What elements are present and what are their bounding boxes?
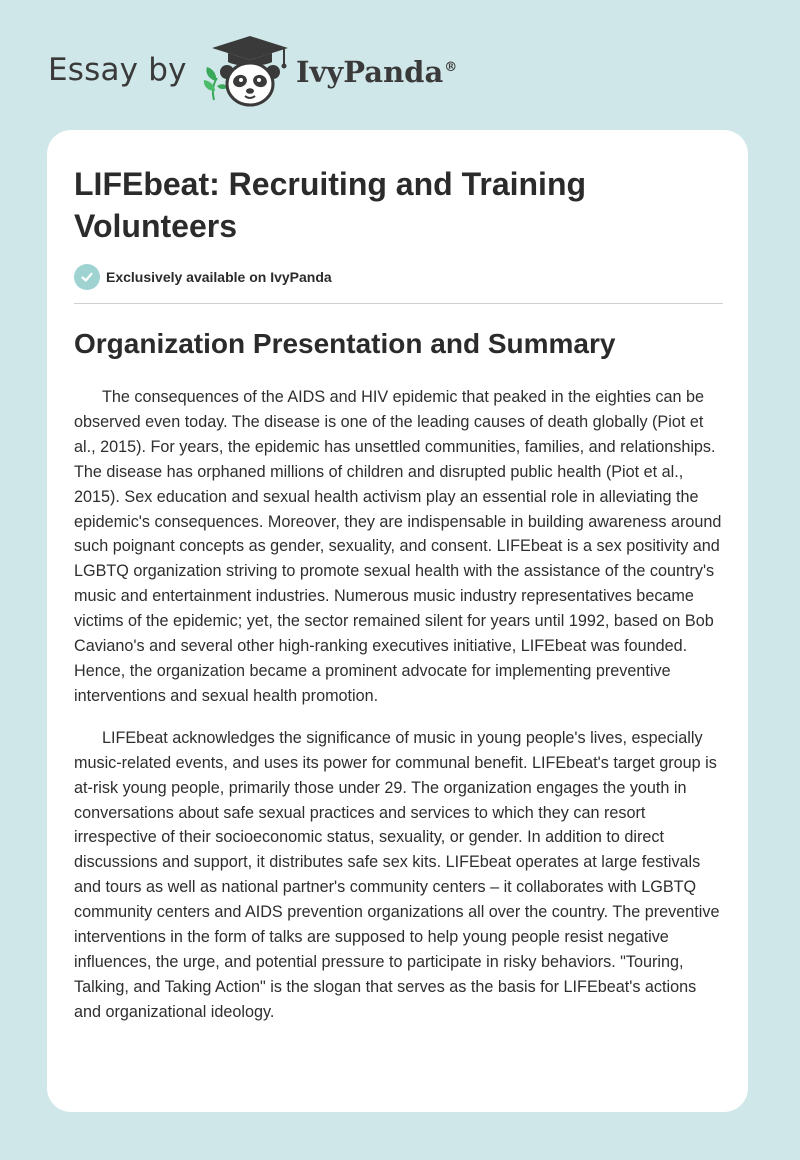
exclusive-badge: [74, 264, 332, 290]
article-body: [74, 385, 725, 1042]
badge-label: Exclusively available on IvyPanda: [106, 269, 332, 285]
section-heading: Organization Presentation and Summary: [74, 328, 616, 359]
panda-graduate-icon[interactable]: [200, 34, 292, 108]
article-card: [47, 130, 748, 1112]
brand-name[interactable]: [296, 54, 457, 90]
page-title: LIFEbeat: Recruiting and Training Volunteers: [74, 166, 587, 244]
brand-text: IvyPanda: [296, 55, 444, 89]
paragraph: LIFEbeat acknowledges the significance of music in young people's lives, especially music-related events, and uses its power for communal benefit. LIFEbeat's target group is at-risk young people, primarily those under 29. The organization engages the youth in conversations about safe sexual practices and services to which they can resort irrespective of their socioeconomic status, sexuality, or gender. In addition to direct discussions and support, it distributes safe sex kits. LIFEbeat operates at large festivals and tours as well as national partner's community centers – it collaborates with LGBTQ community centers and AIDS prevention organizations all over the country. The preventive interventions in the form of talks are supposed to help young people resist negative influences, the urge, and potential pressure to participate in risky behaviors. "Touring, Talking, and Taking Action" is the slogan that serves as the basis for LIFEbeat's actions and organizational ideology.: [74, 728, 720, 1021]
essay-by-label: Essay by: [48, 52, 187, 88]
check-circle-icon: [74, 264, 100, 290]
paragraph: The consequences of the AIDS and HIV epidemic that peaked in the eighties can be observed even today. The disease is one of the leading causes of death globally (Piot et al., 2015). For years, the epidemic has unsettled communities, families, and relationships. The disease has orphaned millions of children and disrupted public health (Piot et al., 2015). Sex education and sexual health activism play an essential role in alleviating the epidemic's consequences. Moreover, they are indispensable in building awareness around such poignant concepts as gender, sexuality, and consent. LIFEbeat is a sex positivity and LGBTQ organization striving to promote sexual health with the assistance of the country's music and entertainment industries. Numerous music industry representatives became victims of the epidemic; yet, the sector remained silent for years until 1992, based on Bob Caviano's and several other high-ranking executives initiative, LIFEbeat was founded. Hence, the organization became a prominent advocate for implementing preventive interventions and sexual health promotion.: [74, 388, 722, 705]
divider: [74, 303, 723, 304]
site-header: [0, 0, 800, 130]
registered-mark: ®: [444, 60, 458, 75]
